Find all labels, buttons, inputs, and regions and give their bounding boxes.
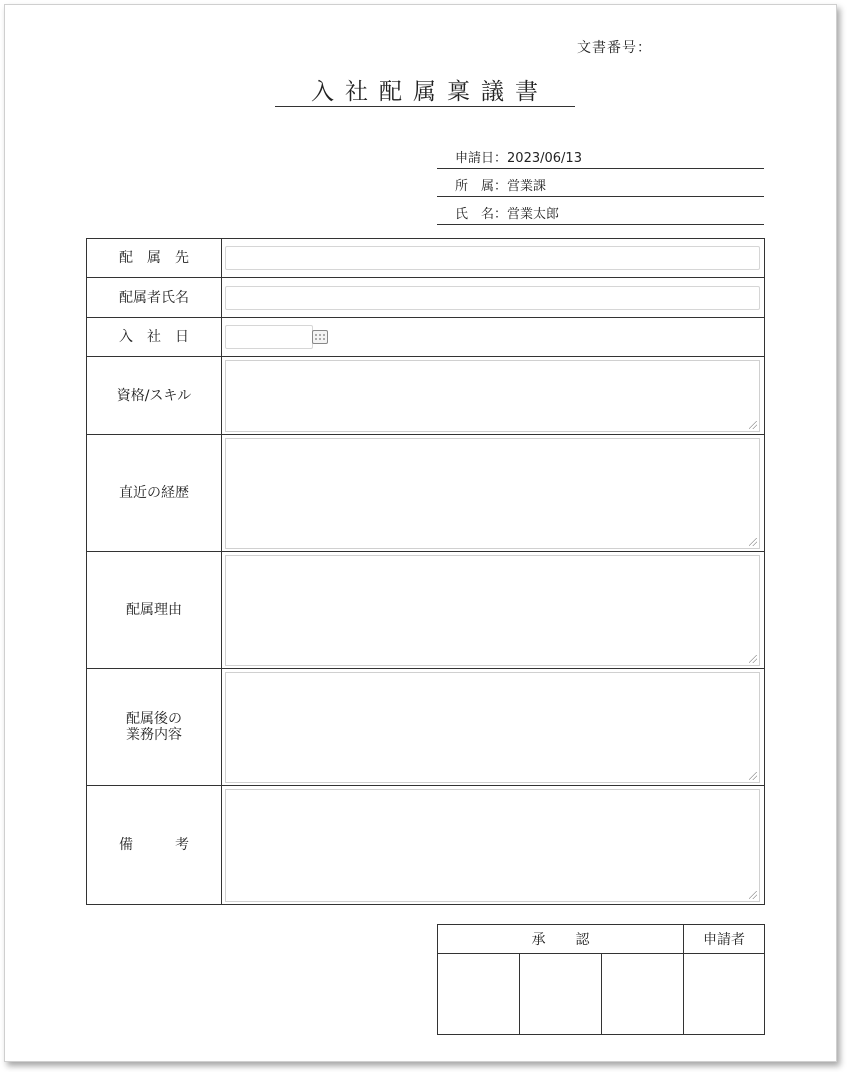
row-join-date [87, 318, 764, 357]
department-value: 営業課 [507, 179, 547, 194]
department-row [437, 169, 764, 197]
assignee-name-input[interactable] [225, 286, 760, 310]
applicant-name-label: 氏 名 [455, 207, 495, 222]
separator: ： [494, 179, 508, 194]
approval-stamp-cell-3 [602, 954, 684, 1034]
approval-stamp-cell-2 [520, 954, 602, 1034]
remarks-label: 備 考 [87, 786, 222, 904]
applicant-info [437, 141, 764, 225]
row-recent-career [87, 435, 764, 552]
separator: ： [494, 151, 508, 166]
applicant-name-value: 営業太郎 [507, 207, 560, 222]
join-date-input[interactable] [225, 325, 313, 349]
resize-grip-icon[interactable] [749, 655, 757, 663]
document-page [4, 4, 837, 1062]
assignee-name-label: 配属者氏名 [87, 278, 222, 317]
join-date-label: 入 社 日 [87, 318, 222, 356]
row-remarks [87, 786, 764, 904]
resize-grip-icon[interactable] [749, 538, 757, 546]
applicant-name-row [437, 197, 764, 225]
document-number-label: 文書番号： [577, 40, 652, 56]
assignment-reason-label: 配属理由 [87, 552, 222, 668]
approval-label: 承認 [438, 925, 684, 953]
assignment-destination-label: 配 属 先 [87, 239, 222, 277]
resize-grip-icon[interactable] [749, 421, 757, 429]
approval-table [437, 924, 765, 1035]
application-date-value: 2023/06/13 [507, 151, 582, 166]
page-title: 入社配属稟議書 [311, 79, 549, 105]
post-assignment-duties-label-line2: 業務内容 [126, 727, 182, 743]
assignment-form-table [86, 238, 765, 905]
separator: ： [494, 207, 508, 222]
assignment-reason-textarea[interactable] [225, 555, 760, 666]
post-assignment-duties-textarea[interactable] [225, 672, 760, 783]
title-block [275, 77, 575, 107]
approval-header [438, 925, 764, 954]
applicant-stamp-label: 申請者 [703, 932, 745, 948]
row-qualifications [87, 357, 764, 435]
department-label: 所 属 [455, 179, 495, 194]
application-date-label: 申請日 [455, 151, 495, 166]
row-assignee-name [87, 278, 764, 318]
row-post-assignment-duties [87, 669, 764, 786]
qualifications-textarea[interactable] [225, 360, 760, 432]
resize-grip-icon[interactable] [749, 772, 757, 780]
post-assignment-duties-label [87, 669, 222, 785]
recent-career-label: 直近の経歴 [87, 435, 222, 551]
resize-grip-icon[interactable] [749, 891, 757, 899]
approval-stamp-row [438, 954, 764, 1034]
row-assignment-reason [87, 552, 764, 669]
applicant-stamp-cell [684, 954, 764, 1034]
approval-stamp-cell-1 [438, 954, 520, 1034]
remarks-textarea[interactable] [225, 789, 760, 902]
assignment-destination-input[interactable] [225, 246, 760, 270]
post-assignment-duties-label-line1: 配属後の [126, 711, 182, 727]
recent-career-textarea[interactable] [225, 438, 760, 549]
row-assignment-destination [87, 239, 764, 278]
application-date-row [437, 141, 764, 169]
qualifications-label: 資格/スキル [87, 357, 222, 434]
calendar-icon[interactable] [312, 330, 328, 344]
